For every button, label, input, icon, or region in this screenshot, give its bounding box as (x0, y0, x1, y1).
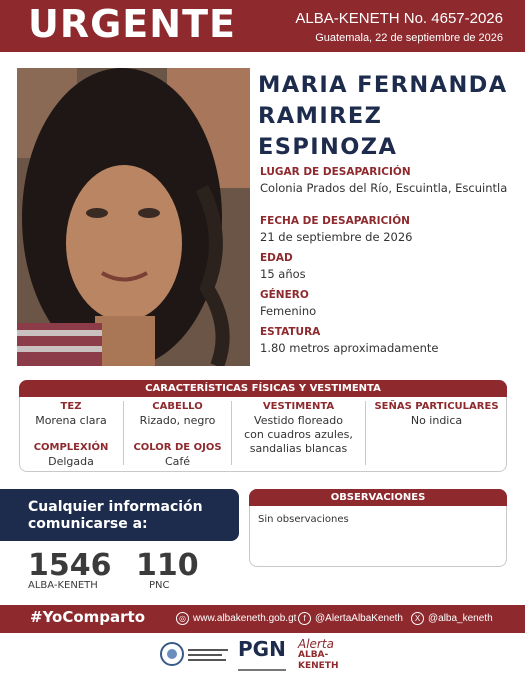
guatemala-seal-logo (160, 638, 230, 670)
tez-value: Morena clara (35, 414, 107, 427)
globe-icon: ◎ (176, 612, 189, 625)
alert-number: ALBA-KENETH No. 4657-2026 (295, 10, 503, 27)
twitter-text: @alba_keneth (428, 613, 493, 624)
alerta-alba-keneth-logo (298, 638, 358, 670)
height-value: 1.80 metros aproximadamente (260, 341, 439, 355)
tez-label: TEZ (60, 401, 82, 412)
gender-value: Femenino (260, 304, 317, 318)
age-label: EDAD (260, 252, 293, 264)
complexion-label: COMPLEXIÓN (33, 442, 109, 453)
facebook-text: @AlertaAlbaKeneth (315, 613, 403, 624)
phone-number-pnc: 110 (136, 548, 199, 583)
hair-value: Rizado, negro (139, 414, 216, 427)
clothing-value-line3: sandalias blancas (249, 442, 348, 455)
characteristics-title: CARACTERÍSTICAS FÍSICAS Y VESTIMENTA (19, 380, 507, 397)
gender-label: GÉNERO (260, 289, 309, 301)
alerta-logo-text: Alerta (298, 637, 334, 651)
contact-line1: Cualquier información (28, 499, 203, 515)
complexion-value: Delgada (48, 455, 94, 468)
observations-title: OBSERVACIONES (249, 489, 507, 506)
alert-date: Guatemala, 22 de septiembre de 2026 (315, 32, 503, 44)
observations-text: Sin observaciones (258, 514, 349, 525)
clothing-value-line2: con cuadros azules, (244, 428, 353, 441)
distinguishing-marks-value: No indica (410, 414, 463, 427)
x-icon: X (411, 612, 424, 625)
contact-text (28, 499, 228, 533)
place-label: LUGAR DE DESAPARICIÓN (260, 166, 411, 178)
date-value: 21 de septiembre de 2026 (260, 230, 413, 244)
twitter-link[interactable] (411, 612, 493, 625)
pgn-logo (238, 638, 288, 670)
phone-label-pnc: PNC (149, 580, 170, 591)
facebook-icon: f (298, 612, 311, 625)
height-label: ESTATURA (260, 326, 321, 338)
clothing-value-line1: Vestido floreado (254, 414, 343, 427)
hashtag: #YoComparto (30, 608, 146, 626)
website-text: www.albakeneth.gob.gt (193, 613, 297, 624)
distinguishing-marks-label: SEÑAS PARTICULARES (374, 401, 499, 412)
eye-color-value: Café (164, 455, 191, 468)
eye-color-label: COLOR DE OJOS (133, 442, 222, 453)
missing-person-photo (17, 68, 250, 366)
phone-number-alba: 1546 (28, 548, 112, 583)
age-value: 15 años (260, 267, 306, 281)
urgent-title: URGENTE (28, 2, 236, 46)
hair-label: CABELLO (152, 401, 203, 412)
date-label: FECHA DE DESAPARICIÓN (260, 215, 410, 227)
person-name (258, 70, 520, 163)
alba-keneth-logo-text: ALBA-KENETH (298, 650, 339, 671)
person-name-line1: MARIA FERNANDA (258, 72, 508, 98)
facebook-link[interactable] (298, 612, 403, 625)
clothing-label: VESTIMENTA (262, 401, 335, 412)
person-name-line2: RAMIREZ ESPINOZA (258, 103, 398, 160)
website-link[interactable] (176, 612, 296, 625)
contact-line2: comunicarse a: (28, 516, 148, 532)
header-content (0, 0, 525, 52)
place-value: Colonia Prados del Río, Escuintla, Escuintla (260, 181, 508, 195)
pgn-logo-text: PGN (238, 637, 286, 661)
phone-label-alba: ALBA-KENETH (28, 580, 98, 591)
